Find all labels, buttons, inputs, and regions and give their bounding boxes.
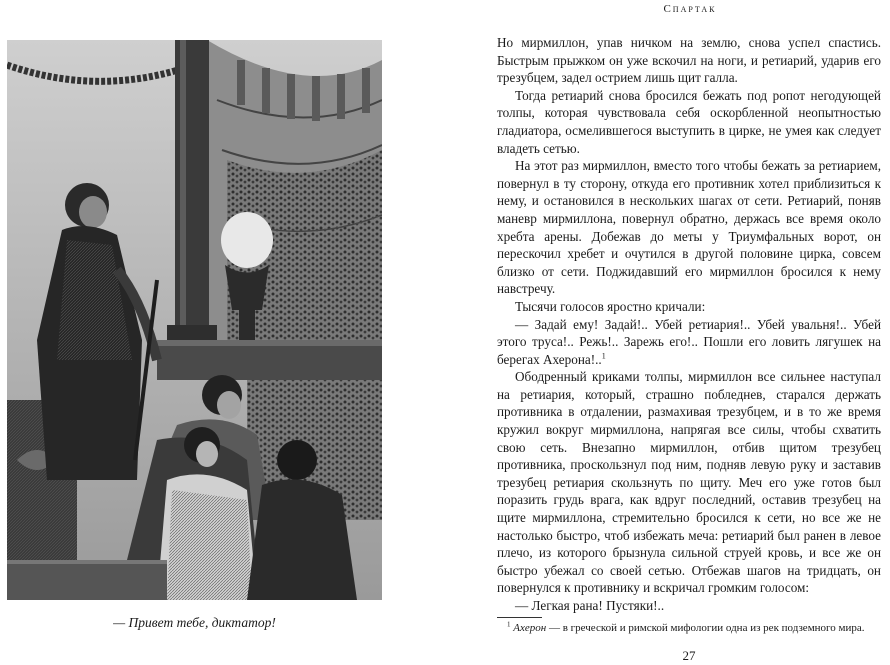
paragraph: — Легкая рана! Пустяки!.. bbox=[515, 598, 665, 613]
footnote-divider bbox=[497, 617, 542, 618]
footnote-number: 1 bbox=[507, 620, 511, 629]
paragraph: Тогда ретиарий снова бросился бежать под ропот негодующей толпы, которая чувствовала себя оскорбленной неопытностью гладиатора, осмелившегося выступить в цирке, не умея как следует владеть сетью. bbox=[497, 87, 881, 156]
footnote bbox=[497, 622, 881, 636]
body-text bbox=[497, 34, 881, 615]
footnote-text: — в греческой и римской мифологии одна из рек подземного мира. bbox=[546, 622, 865, 634]
paragraph-with-footnote bbox=[497, 316, 881, 369]
page-number: 27 bbox=[682, 648, 696, 663]
right-page bbox=[445, 0, 890, 665]
paragraph: Тысячи голосов яростно кричали: bbox=[515, 298, 706, 314]
engraving-illustration bbox=[7, 40, 382, 600]
paragraph: Но мирмиллон, упав ничком на землю, снова успел спастись. Быстрым прыжком он уже вскочил на ноги, и ретиарий, ударив его трезубцем, задел острием лишь щит галла. bbox=[497, 35, 881, 86]
paragraph-text: — Задай ему! Задай!.. Убей ретиария!.. Убей увальня!.. Убей этого труса!.. Режь!.. Зарежь его!.. Пошли его ловить лягушек на берегах Ахерона!.. bbox=[497, 316, 881, 367]
footnote-marker[interactable]: 1 bbox=[601, 351, 606, 361]
paragraph: На этот раз мирмиллон, вместо того чтобы бежать за ретиарием, повернул в ту сторону, откуда его противник хотел приблизиться к нему, и остановился в нескольких шагах от сети. Ретиарий, поняв маневр мирмиллона, повернул обратно, держась все время около хребта арены. Добежав до меты у Триумфальных ворот, он перескочил хребет и очутился в другой половине цирка, совсем близко от сети. Поджидавший его мирмиллон бросился к нему навстречу. bbox=[497, 158, 881, 297]
footnote-term: Ахерон bbox=[513, 622, 547, 634]
paragraph: Ободренный криками толпы, мирмиллон все сильнее наступал на ретиария, который, страшно побледнев, старался держать противника в отдалении, размахивая трезубцем, и в то же время кружил вокруг мирмиллона, напрягая все силы, чтобы схватить свою сеть. Внезапно мирмиллон, отбив щитом трезубец противника, проскользнул под ним, подняв левую руку и заставив трезубец ретиария скользнуть по щиту. Меч его уже готов был поразить грудь врага, как вдруг последний, оставив трезубец на щите мирмиллона, стремительно бросился к сети, но все же не настолько быстро, чтоб избежать меча: ретиарий был ранен в левое плечо, из которого брызнула сильной струей кровь, и все же он быстро убежал со своей сетью. Отбежав шагов на тридцать, он повернулся к противнику и вскричал громким голосом: bbox=[497, 369, 881, 596]
running-head: Спартак bbox=[663, 3, 717, 15]
illustration-caption: — Привет тебе, диктатор! bbox=[113, 615, 276, 630]
